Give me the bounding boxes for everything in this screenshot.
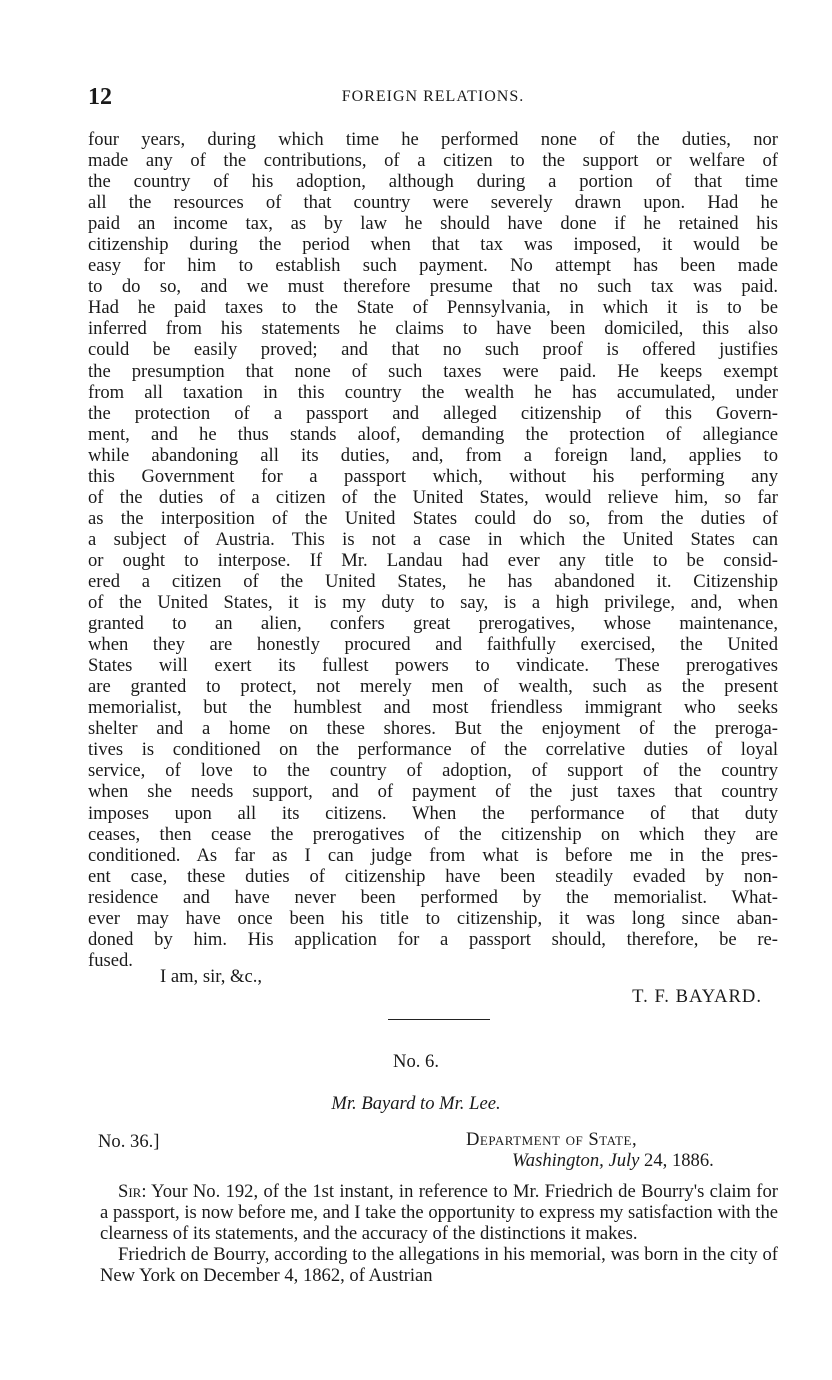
department-heading: Department of State,: [466, 1129, 638, 1150]
body-line: the country of his adoption, although during a portion of that time: [88, 171, 778, 193]
body-line: doned by him. His application for a passport should, therefore, be re-: [88, 928, 778, 950]
body-line: easy for him to establish such payment. No attempt has been made: [88, 255, 778, 277]
body-line: or ought to interpose. If Mr. Landau had ever any title to be consid-: [88, 549, 778, 571]
body-line: of the United States, it is my duty to say, is a high privilege, and, when: [88, 592, 778, 614]
body-line: ever may have once been his title to citizenship, it was long since aban-: [88, 907, 778, 929]
letter-body: [100, 1181, 778, 1286]
body-line: granted to an alien, confers great prerogatives, whose maintenance,: [88, 613, 778, 635]
signature: T. F. BAYARD.: [632, 986, 762, 1007]
letter-paragraph: Friedrich de Bourry, according to the allegations in his memorial, was born in the city of New York on December 4, 1862, of Austrian: [100, 1244, 778, 1287]
body-line: ered a citizen of the United States, he has abandoned it. Citizenship: [88, 570, 778, 592]
body-line: the protection of a passport and alleged citizenship of this Govern-: [88, 402, 778, 424]
closing-salutation: I am, sir, &c.,: [160, 966, 263, 987]
page-header: [88, 84, 778, 110]
body-line: ceases, then cease the prerogatives of the citizenship on which they are: [88, 823, 778, 845]
dateline-month: July: [608, 1150, 640, 1171]
body-line: when they are honestly procured and faithfully exercised, the United: [88, 634, 778, 656]
body-line: fused.: [88, 949, 133, 971]
body-line: a subject of Austria. This is not a case in which the United States can: [88, 528, 778, 550]
body-line: four years, during which time he performed none of the duties, nor: [88, 129, 778, 150]
body-line: conditioned. As far as I can judge from what is before me in the pres-: [88, 844, 778, 866]
section-divider: [388, 1019, 490, 1020]
body-line: residence and have never been performed by the memorialist. What-: [88, 886, 778, 908]
document-number: No. 6.: [393, 1051, 439, 1072]
body-line: service, of love to the country of adoption, of support of the country: [88, 760, 778, 782]
body-line: shelter and a home on these shores. But the enjoyment of the preroga-: [88, 718, 778, 740]
body-line: as the interposition of the United States could do so, from the duties of: [88, 507, 778, 529]
letter-salutation: Sir:: [118, 1181, 147, 1202]
letter-paragraph-1-text: Your No. 192, of the 1st instant, in reference to Mr. Friedrich de Bourry's claim for a passport, is now before me, and I take the opportunity to express my satisfaction with the clearness of its statements, and the accuracy of the distinctions it makes.: [100, 1181, 778, 1245]
body-line: this Government for a passport which, without his performing any: [88, 465, 778, 487]
body-line: paid an income tax, as by law he should have done if he retained his: [88, 213, 778, 235]
running-head: FOREIGN RELATIONS.: [341, 88, 525, 105]
body-line: the presumption that none of such taxes were paid. He keeps exempt: [88, 360, 778, 382]
body-line: memorialist, but the humblest and most friendless immigrant who seeks: [88, 697, 778, 719]
body-line: when she needs support, and of payment of the just taxes that country: [88, 781, 778, 803]
body-line: States will exert its fullest powers to vindicate. These prerogatives: [88, 655, 778, 677]
body-line: all the resources of that country were severely drawn upon. Had he: [88, 192, 778, 214]
page-number: 12: [88, 84, 112, 110]
body-line: Had he paid taxes to the State of Pennsylvania, in which it is to be: [88, 297, 778, 319]
document-title: Mr. Bayard to Mr. Lee.: [331, 1093, 501, 1114]
body-line: ent case, these duties of citizenship have been steadily evaded by non-: [88, 865, 778, 887]
body-line: citizenship during the period when that tax was imposed, it would be: [88, 234, 778, 256]
body-line: could be easily proved; and that no such proof is offered justifies: [88, 339, 778, 361]
dateline: [512, 1150, 714, 1172]
despatch-number: No. 36.]: [98, 1131, 160, 1152]
dateline-day-year: 24, 1886.: [639, 1150, 714, 1171]
body-line: made any of the contributions, of a citizen to the support or welfare of: [88, 150, 778, 172]
letter-paragraph: [100, 1181, 778, 1244]
body-text: [88, 129, 778, 971]
body-line: ment, and he thus stands aloof, demanding the protection of allegiance: [88, 423, 778, 445]
body-line: tives is conditioned on the performance of the correlative duties of loyal: [88, 739, 778, 761]
body-line: while abandoning all its duties, and, from a foreign land, applies to: [88, 444, 778, 466]
body-line: of the duties of a citizen of the United States, would relieve him, so far: [88, 486, 778, 508]
body-line: to do so, and we must therefore presume that no such tax was paid.: [88, 276, 778, 298]
body-line: imposes upon all its citizens. When the performance of that duty: [88, 802, 778, 824]
body-line: inferred from his statements he claims to have been domiciled, this also: [88, 318, 778, 340]
body-line: are granted to protect, not merely men of wealth, such as the present: [88, 676, 778, 698]
body-line: from all taxation in this country the wealth he has accumulated, under: [88, 381, 778, 403]
dateline-place: Washington,: [512, 1150, 604, 1171]
